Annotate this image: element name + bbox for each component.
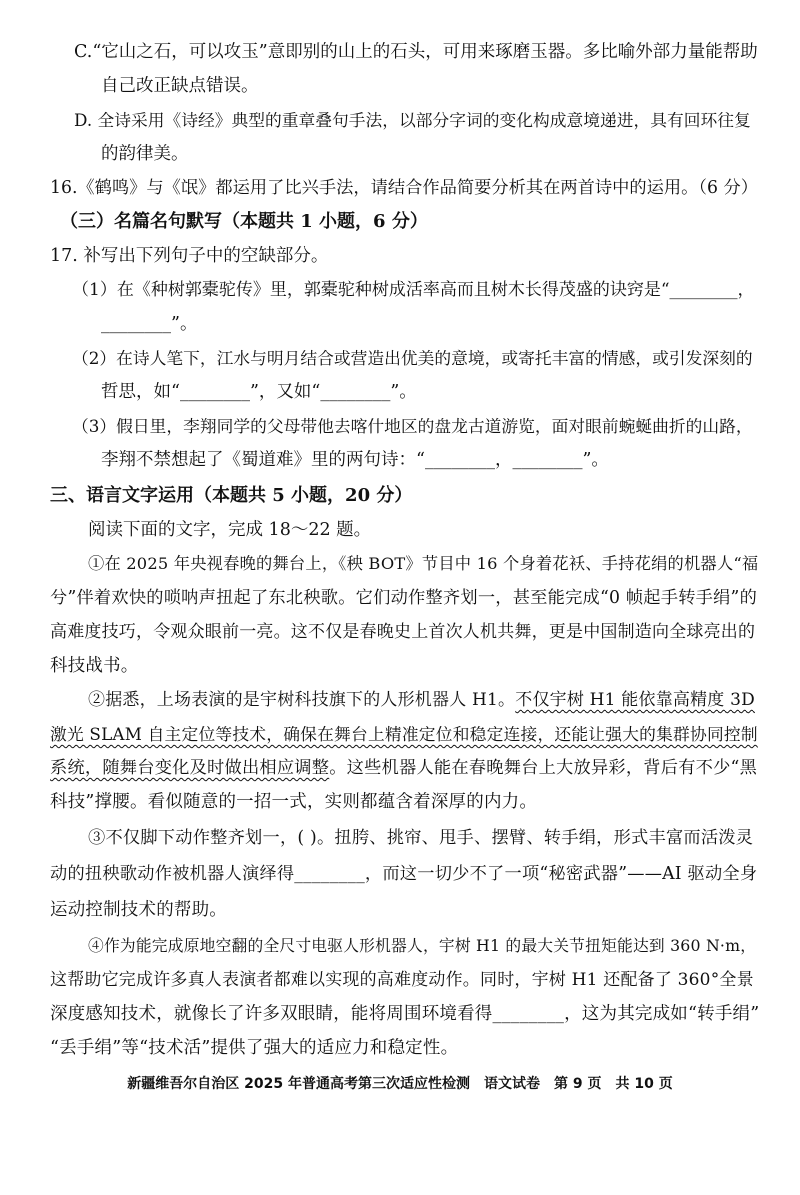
passage-p4-line-1: ④作为能完成原地空翻的全尺寸电驱人形机器人，宇树 H1 的最大关节扭矩能达到 360 N·m， <box>88 936 757 955</box>
section-3-heading: （三）名篇名句默写（本题共 1 小题，6 分） <box>60 211 428 232</box>
passage-p4-line-4: “丢手绢”等“技术活”提供了强大的适应力和稳定性。 <box>50 1038 459 1058</box>
reading-intro: 阅读下面的文字，完成 18～22 题。 <box>88 520 372 540</box>
passage-p3-line-1: ③不仅脚下动作整齐划一，( )。扭胯、挑帘、甩手、摆臂、转手绢，形式丰富而活泼灵 <box>88 828 754 848</box>
passage-p2-line-3-plain: 。这些机器人能在春晚舞台上大放异彩，背后有不少“黑 <box>329 758 758 778</box>
passage-p2-line-4: 科技”撑腰。看似随意的一招一式，实则都蕴含着深厚的内力。 <box>50 792 538 812</box>
passage-p2-line-1 <box>88 688 755 712</box>
passage-p2-underlined-start: 不仅宇树 H1 能依靠高精度 3D <box>515 690 755 710</box>
option-c-line-2: 自己改正缺点错误。 <box>101 76 259 96</box>
part-3-heading: 三、语言文字运用（本题共 5 小题，20 分） <box>50 485 413 506</box>
passage-p4-line-3: 深度感知技术，就像长了许多双眼睛，能将周围环境看得________，这为其完成如“转手绢” <box>50 1004 760 1024</box>
question-17-part-1-line-2: ________”。 <box>101 314 198 334</box>
passage-p2-line-2 <box>50 722 758 746</box>
question-17-part-1-line-1: （1）在《种树郭橐驼传》里，郭橐驼种树成活率高而且树木长得茂盛的诀窍是“________， <box>72 280 755 300</box>
page-footer: 新疆维吾尔自治区 2025 年普通高考第三次适应性检测 语文试卷 第 9 页 共 10 页 <box>127 1076 673 1092</box>
passage-p2-underlined-end: 系统，随舞台变化及时做出相应调整 <box>50 758 330 778</box>
question-17-part-2-line-1: （2）在诗人笔下，江水与明月结合或营造出优美的意境，或寄托丰富的情感，或引发深刻的 <box>72 348 753 368</box>
question-17-part-2-line-2: 哲思，如“________”，又如“________”。 <box>101 382 417 402</box>
option-d-line-1: D. 全诗采用《诗经》典型的重章叠句手法，以部分字词的变化构成意境递进，具有回环往复 <box>74 110 751 130</box>
question-17-part-3-line-2: 李翔不禁想起了《蜀道难》里的两句诗：“________，________”。 <box>101 450 609 470</box>
question-17-part-3-line-1: （3）假日里，李翔同学的父母带他去喀什地区的盘龙古道游览，面对眼前蜿蜒曲折的山路， <box>72 416 753 436</box>
question-17-stem: 17. 补写出下列句子中的空缺部分。 <box>50 246 329 266</box>
passage-p1-line-2: 兮”伴着欢快的唢呐声扭起了东北秧歌。它们动作整齐划一，甚至能完成“0 帧起手转手绢”的 <box>50 588 758 608</box>
passage-p2-line-3 <box>50 756 757 780</box>
passage-p3-line-3: 运动控制技术的帮助。 <box>50 900 227 920</box>
passage-p3-line-2: 动的扭秧歌动作被机器人演绎得________，而这一切少不了一项“秘密武器”——AI 驱动全身 <box>50 864 758 884</box>
passage-p1-line-4: 科技战书。 <box>50 656 139 676</box>
passage-p1-line-1: ①在 2025 年央视春晚的舞台上，《秧 BOT》节目中 16 个身着花袄、手持花绢的机器人“福 <box>88 554 759 573</box>
passage-p2-underlined-middle: 激光 SLAM 自主定位等技术，确保在舞台上精准定位和稳定连接，还能让强大的集群协同控制 <box>50 724 758 744</box>
question-16: 16.《鹤鸣》与《氓》都运用了比兴手法，请结合作品简要分析其在两首诗中的运用。（6 分） <box>50 178 759 198</box>
passage-p4-line-2: 这帮助它完成许多真人表演者都难以实现的高难度动作。同时，宇树 H1 还配备了 360°全景 <box>50 970 754 990</box>
passage-p1-line-3: 高难度技巧，令观众眼前一亮。这不仅是春晚史上首次人机共舞，更是中国制造向全球亮出的 <box>50 622 756 642</box>
option-d-line-2: 的韵律美。 <box>101 144 189 164</box>
option-c-line-1: C.“它山之石，可以攻玉”意即别的山上的石头，可用来琢磨玉器。多比喻外部力量能帮助 <box>74 42 758 62</box>
passage-p2-line-1-plain: ②据悉，上场表演的是宇树科技旗下的人形机器人 H1。 <box>88 690 516 710</box>
